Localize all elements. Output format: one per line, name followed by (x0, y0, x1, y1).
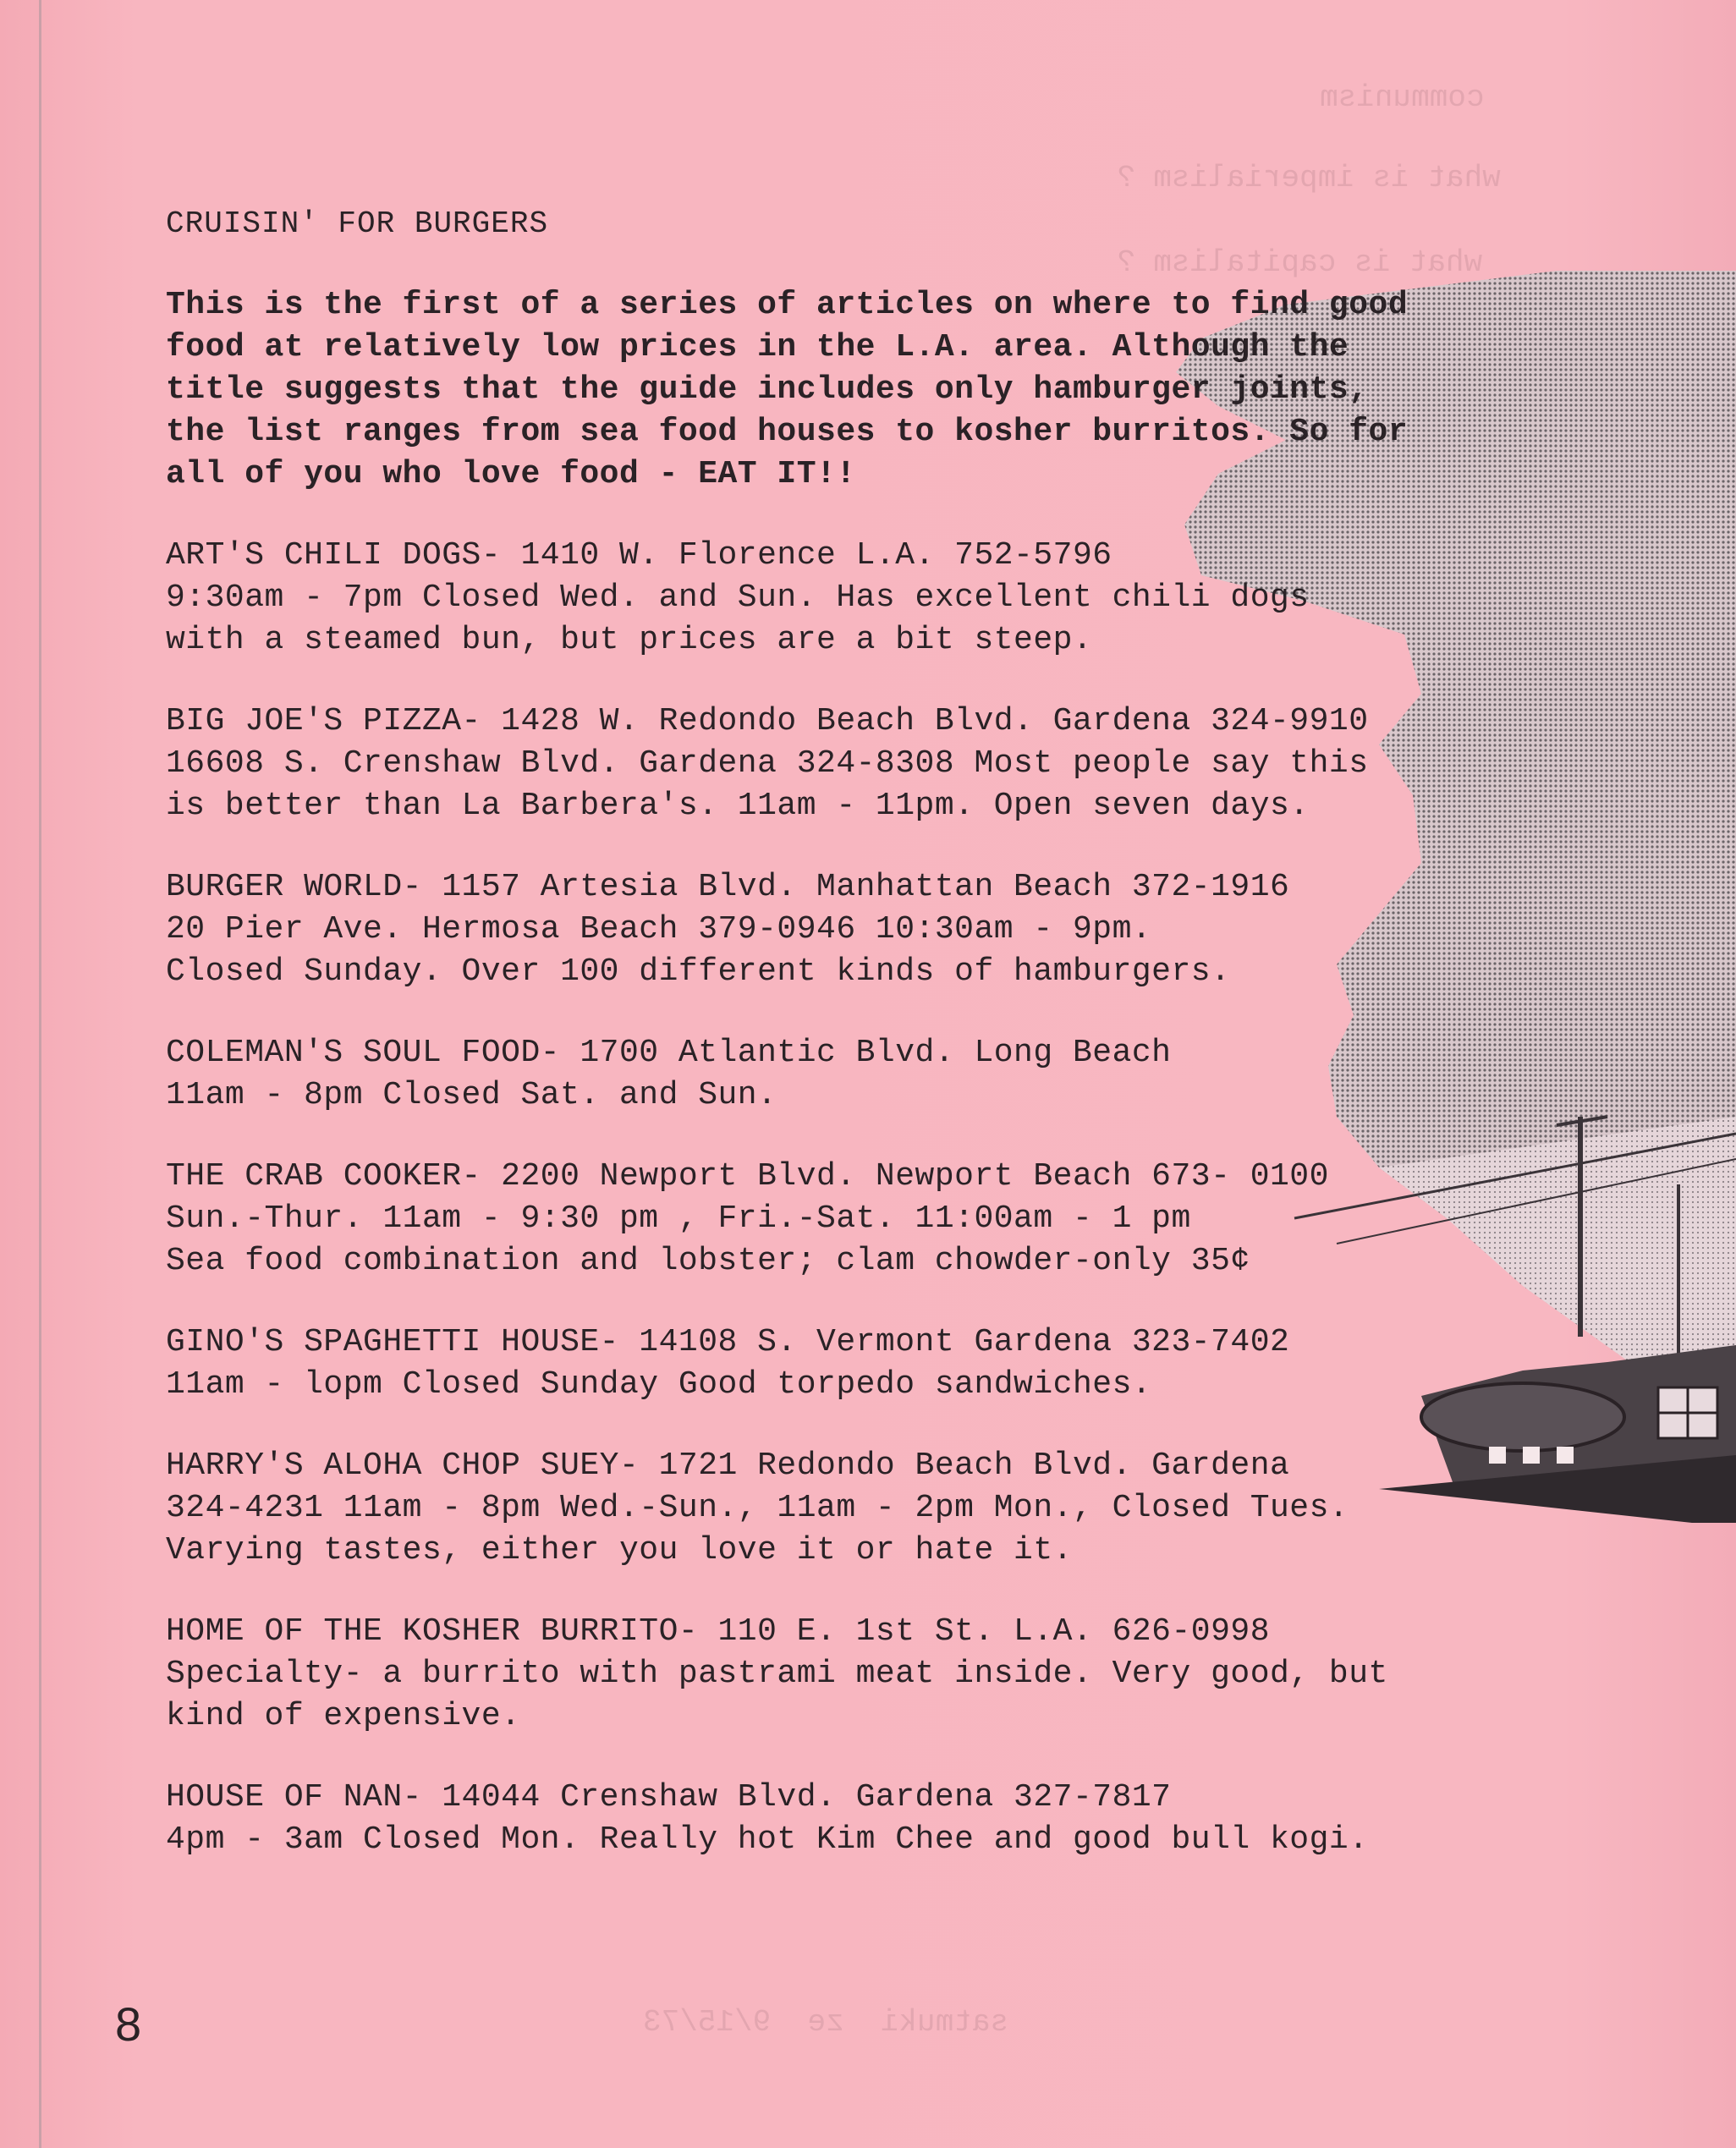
bleed-through-decoration: satmuki ze 9/15/73 (643, 2005, 1009, 2040)
bleed-through-decoration: communism (1320, 80, 1485, 115)
article-intro: This is the first of a series of articles on where to find good food at relatively low prices in the L.A. area. Although the title suggests that the guide includes only hamburger joints, the list ranges from sea food houses to kosher burritos. So for all of you who love food - EAT IT!! (166, 287, 1409, 492)
listing-house-of-nan: HOUSE OF NAN- 14044 Crenshaw Blvd. Gardena 327-7817 4pm - 3am Closed Mon. Really hot Kim Chee and good bull kogi. (166, 1779, 1369, 1858)
listing-colemans-soul-food: COLEMAN'S SOUL FOOD- 1700 Atlantic Blvd. Long Beach 11am - 8pm Closed Sat. and Sun. (166, 1035, 1172, 1113)
listing-harrys-aloha-chop-suey: HARRY'S ALOHA CHOP SUEY- 1721 Redondo Beach Blvd. Gardena 324-4231 11am - 8pm Wed.-Sun., 11am - 2pm Mon., Closed Tues. Varying tastes, either you love it or hate it. (166, 1448, 1349, 1568)
listing-ginos-spaghetti-house: GINO'S SPAGHETTI HOUSE- 14108 S. Vermont Gardena 323-7402 11am - lopm Closed Sunday Good torpedo sandwiches. (166, 1324, 1290, 1403)
bleed-through-decoration: what is capitalism ? (1117, 245, 1483, 280)
article (166, 203, 1553, 1900)
page-number: 8 (115, 1997, 142, 2051)
listing-crab-cooker: THE CRAB COOKER- 2200 Newport Blvd. Newport Beach 673- 0100 Sun.-Thur. 11am - 9:30 pm , Fri.-Sat. 11:00am - 1 pm Sea food combination and lobster; clam chowder-only 35¢ (166, 1158, 1329, 1279)
listing-burger-world: BURGER WORLD- 1157 Artesia Blvd. Manhattan Beach 372-1916 20 Pier Ave. Hermosa Beach 379-0946 10:30am - 9pm. Closed Sunday. Over 100 different kinds of hamburgers. (166, 869, 1290, 990)
page-edge-line (39, 0, 41, 2148)
article-title: CRUISIN' FOR BURGERS (166, 206, 549, 241)
listing-arts-chili-dogs: ART'S CHILI DOGS- 1410 W. Florence L.A. 752-5796 9:30am - 7pm Closed Wed. and Sun. Has excellent chili dogs with a steamed bun, but prices are a bit steep. (166, 537, 1310, 658)
listing-big-joes-pizza: BIG JOE'S PIZZA- 1428 W. Redondo Beach Blvd. Gardena 324-9910 16608 S. Crenshaw Blvd. Gardena 324-8308 Most people say this is better than La Barbera's. 11am - 11pm. Open seven days. (166, 703, 1369, 824)
bleed-through-decoration: what is imperialism ? (1117, 161, 1501, 195)
listing-kosher-burrito: HOME OF THE KOSHER BURRITO- 110 E. 1st St. L.A. 626-0998 Specialty- a burrito with pastrami meat inside. Very good, but kind of expensive. (166, 1613, 1388, 1734)
